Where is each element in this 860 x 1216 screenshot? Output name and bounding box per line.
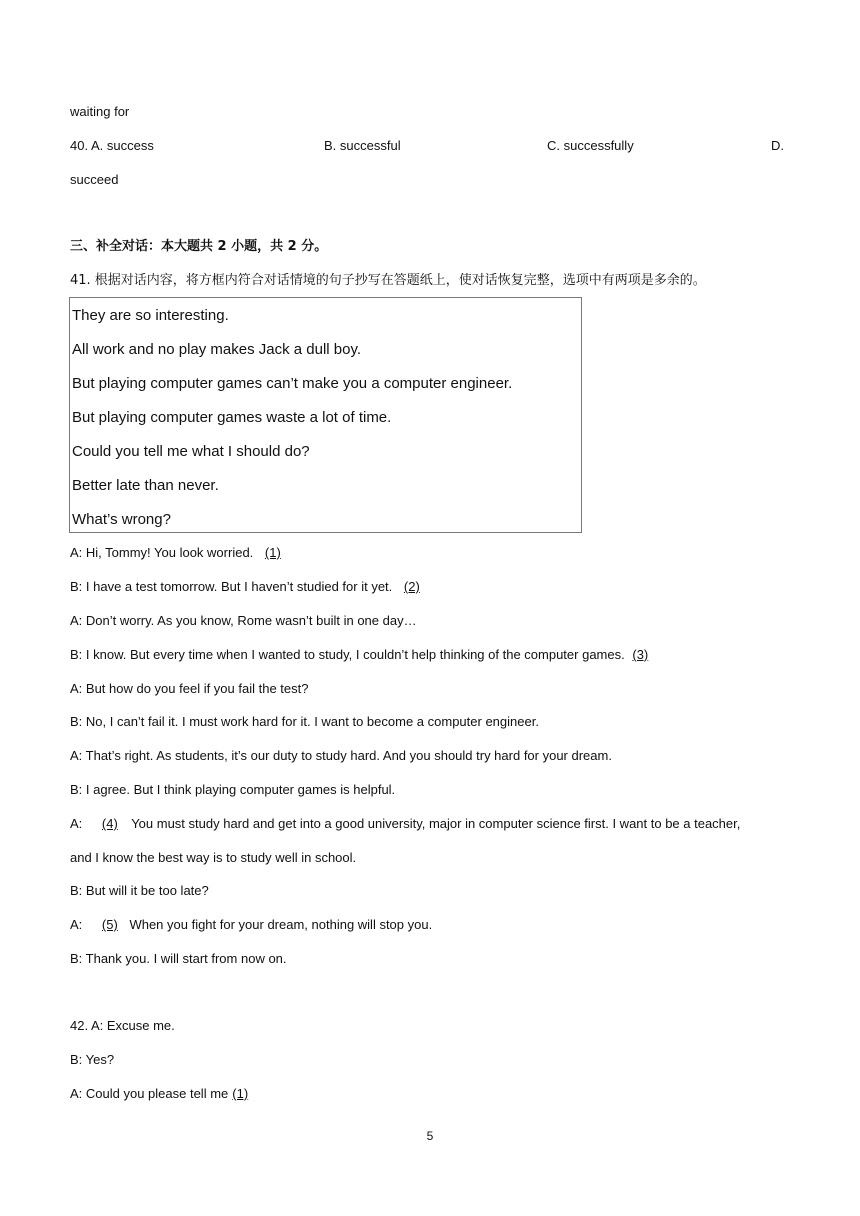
dialogue-line bbox=[70, 917, 432, 933]
option-item: Better late than never. bbox=[72, 477, 219, 494]
dialogue-speaker: A: bbox=[70, 917, 83, 932]
blank-4: (4) bbox=[101, 816, 118, 831]
dialogue-line: B: I agree. But I think playing computer games is helpful. bbox=[70, 782, 396, 797]
q40-option-c: C. successfully bbox=[547, 138, 634, 153]
section-heading: 三、补全对话：本大题共 2 小题，共 2 分。 bbox=[70, 239, 328, 254]
q42-line bbox=[70, 1086, 252, 1102]
q40-option-d-cont: succeed bbox=[70, 172, 119, 187]
page-number: 5 bbox=[426, 1129, 434, 1143]
dialogue-line bbox=[70, 816, 740, 832]
option-item: But playing computer games can’t make you a computer engineer. bbox=[72, 375, 513, 392]
q42-line: B: Yes? bbox=[70, 1052, 115, 1067]
dialogue-line: and I know the best way is to study well in school. bbox=[70, 850, 357, 865]
dialogue-line bbox=[70, 545, 285, 561]
dialogue-text: B: I know. But every time when I wanted to study, I couldn’t help thinking of the computer games. bbox=[70, 647, 625, 662]
dialogue-line: B: But will it be too late? bbox=[70, 883, 209, 898]
dialogue-line: B: No, I can’t fail it. I must work hard for it. I want to become a computer engineer. bbox=[70, 714, 539, 729]
option-item: All work and no play makes Jack a dull boy. bbox=[72, 341, 362, 358]
blank-42-1: (1) bbox=[232, 1086, 249, 1101]
dialogue-line: A: But how do you feel if you fail the test? bbox=[70, 681, 309, 696]
option-item: But playing computer games waste a lot of time. bbox=[72, 409, 392, 426]
option-item: Could you tell me what I should do? bbox=[72, 443, 310, 460]
option-item: They are so interesting. bbox=[72, 307, 229, 324]
option-item: What’s wrong? bbox=[72, 511, 171, 528]
q40-option-a: 40. A. success bbox=[70, 138, 154, 153]
dialogue-text: You must study hard and get into a good university, major in computer science first. I want to be a teacher, bbox=[131, 816, 741, 831]
q42-line: 42. A: Excuse me. bbox=[70, 1018, 175, 1033]
dialogue-text: B: I have a test tomorrow. But I haven’t studied for it yet. bbox=[70, 579, 393, 594]
blank-3: (3) bbox=[632, 647, 649, 662]
blank-1: (1) bbox=[264, 545, 281, 560]
dialogue-line bbox=[70, 647, 652, 663]
dialogue-text: A: Could you please tell me bbox=[70, 1086, 229, 1101]
q41-instruction: 41. 根据对话内容，将方框内符合对话情境的句子抄写在答题纸上，使对话恢复完整，选项中有两项是多余的。 bbox=[70, 273, 706, 288]
dialogue-text: When you fight for your dream, nothing will stop you. bbox=[129, 917, 433, 932]
q40-option-d: D. bbox=[771, 138, 784, 153]
q39-tail: waiting for bbox=[70, 104, 130, 119]
q40-option-b: B. successful bbox=[324, 138, 401, 153]
dialogue-text: A: Hi, Tommy! You look worried. bbox=[70, 545, 254, 560]
blank-5: (5) bbox=[101, 917, 118, 932]
dialogue-line bbox=[70, 579, 424, 595]
dialogue-line: A: Don’t worry. As you know, Rome wasn’t built in one day… bbox=[70, 613, 417, 628]
blank-2: (2) bbox=[403, 579, 420, 594]
options-box bbox=[69, 297, 582, 533]
dialogue-line: A: That’s right. As students, it’s our duty to study hard. And you should try hard for your dream. bbox=[70, 748, 612, 763]
dialogue-line: B: Thank you. I will start from now on. bbox=[70, 951, 287, 966]
dialogue-speaker: A: bbox=[70, 816, 83, 831]
